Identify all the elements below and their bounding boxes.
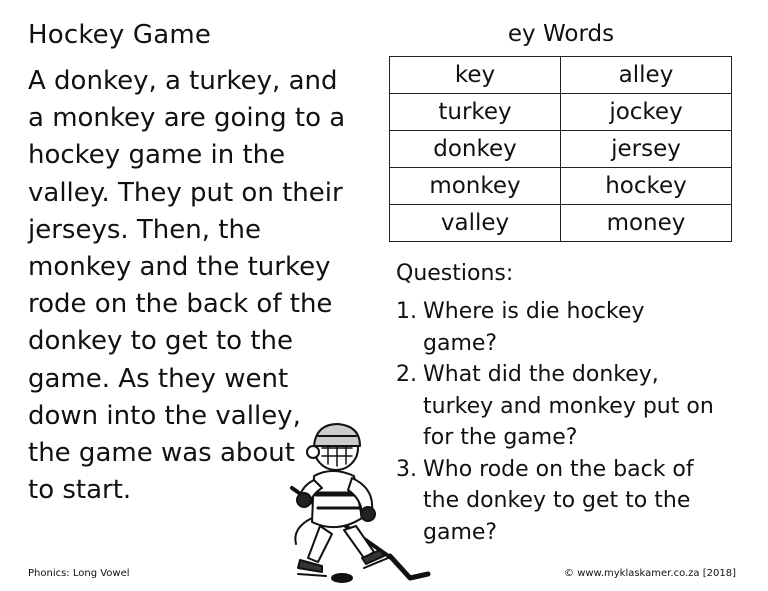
word-box-heading: ey Words [507,21,615,47]
word-cell: jersey [561,131,732,168]
word-cell: monkey [390,168,561,205]
question-line: Who rode on the back of [423,456,694,482]
story-line: a monkey are going to a [28,103,346,134]
word-cell: alley [561,57,732,94]
question-line: turkey and monkey put on [423,393,714,419]
story-line: down into the valley, [28,400,301,431]
monkey-hockey-player-icon [282,418,432,583]
questions-heading: Questions: [396,261,514,286]
question-line: What did the donkey, [423,362,659,387]
footer-copyright: © www.myklaskamer.co.za [2018] [564,568,736,579]
question-list [396,296,741,548]
word-row [390,205,732,242]
story-line: game. As they went [28,363,289,394]
word-cell: valley [390,205,561,242]
story-line: hockey game in the [28,140,286,171]
story-line: donkey to get to the [28,326,294,357]
word-cell: donkey [390,131,561,168]
question-number: 2. [396,362,417,387]
question-item [396,296,741,359]
story-line: the game was about [28,438,295,469]
story-line: rode on the back of the [28,289,333,320]
word-row [390,94,732,131]
question-line: game? [423,330,498,356]
question-number: 1. [396,299,417,324]
question-number: 3. [396,456,417,482]
word-row [390,131,732,168]
word-cell: turkey [390,94,561,131]
question-line: the donkey to get to the [423,488,691,513]
word-cell: key [390,57,561,94]
page-title: Hockey Game [28,20,212,50]
footer-subject: Phonics: Long Vowel [28,568,130,579]
word-cell: money [561,205,732,242]
word-cell: jockey [561,94,732,131]
question-line: game? [423,519,498,545]
question-item [396,359,741,454]
story-line: valley. They put on their [28,177,343,208]
question-line: Where is die hockey [423,299,645,324]
question-line: for the game? [423,425,578,450]
story-line: jerseys. Then, the [28,214,261,245]
story-line: monkey and the turkey [28,252,331,283]
story-line: to start. [28,475,132,506]
question-item [396,454,741,549]
word-row [390,57,732,94]
word-cell: hockey [561,168,732,205]
story-line: A donkey, a turkey, and [28,66,338,96]
word-table [389,56,732,242]
word-row [390,168,732,205]
